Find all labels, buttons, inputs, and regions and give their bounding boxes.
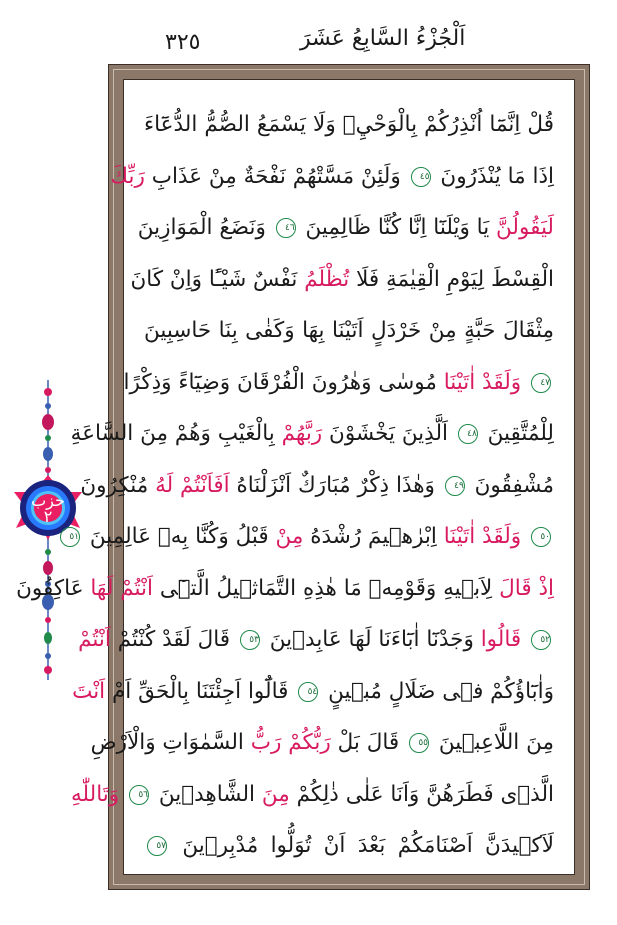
verse-line — [69, 508, 554, 566]
verse-text: اَلَّذِينَ يَخْشَوْنَ — [329, 421, 448, 446]
highlighted-word: اِذْ قَالَ — [499, 575, 554, 601]
verse-line — [144, 302, 554, 360]
highlighted-word: رَبَّهُمْ — [281, 421, 323, 446]
verse-text: قَالَ لَقَدْ كُنْتُمْ — [117, 627, 231, 652]
highlighted-word: اَنْتُمْ — [78, 627, 111, 652]
verse-line — [90, 714, 554, 772]
verse-text: وَجَدْنَٓا اٰبَٓاءَنَا لَهَا عَابِدٖينَ — [269, 627, 474, 652]
verse-line — [78, 611, 554, 669]
verse-text: اِذَا مَا يُنْذَرُونَ — [440, 163, 554, 189]
verse-text: لَاَكٖيدَنَّ اَصْنَامَكُمْ بَعْدَ اَنْ تُوَلُّوا مُدْبِرٖينَ — [182, 833, 554, 858]
verse-text: وَاٰبَٓاؤُكُمْ فٖى ضَلَالٍ مُبٖينٍ — [328, 678, 554, 704]
highlighted-word: رَبِّكَ — [110, 163, 145, 189]
verse-text: وَنَضَعُ الْمَوَازِينَ — [137, 215, 266, 240]
verse-number-marker: ٤٩ — [445, 476, 465, 496]
verse-text: الشَّاهِدٖينَ — [158, 781, 255, 807]
highlighted-word: وَلَقَدْ اٰتَيْنَا — [443, 524, 522, 549]
verse-text: الَّذٖى فَطَرَهُنَّ وَاَنَا عَلٰى ذٰلِكُمْ — [296, 781, 554, 807]
verse-number-marker: ٥٤ — [298, 682, 318, 702]
verse-line — [137, 199, 554, 257]
verse-number-marker: ٤٥ — [411, 167, 431, 187]
verse-number-marker: ٥٥ — [409, 733, 429, 753]
verse-text: مُوسٰى وَهٰرُونَ الْفُرْقَانَ وَضِيَٓاءً وَذِكْرًا — [123, 369, 437, 395]
highlighted-word: رَبُّكُمْ رَبُّ — [250, 730, 331, 755]
verse-text: السَّمٰوَاتِ وَالْاَرْضِ — [90, 730, 244, 755]
verse-text: الْقِسْطَ لِيَوْمِ الْقِيٰمَةِ فَلَا — [356, 266, 554, 292]
verse-number-marker: ٤٦ — [276, 218, 296, 238]
verse-line — [110, 148, 554, 206]
verse-number-marker: ٥١ — [60, 527, 80, 547]
verse-text: نَفْسٌ شَيْـًٔا وَاِنْ كَانَ — [130, 266, 298, 292]
highlighted-word: وَلَقَدْ اٰتَيْنَا — [443, 369, 522, 395]
verse-line — [144, 817, 554, 875]
highlighted-word: مِنْ — [275, 524, 304, 549]
verse-number-marker: ٤٧ — [531, 373, 551, 393]
verse-text: مِنَ اللَّاعِبٖينَ — [438, 730, 554, 755]
verse-text: لِلْمُتَّقِينَ — [487, 421, 554, 446]
highlighted-word: قَالُوا — [480, 627, 522, 652]
highlighted-word: لَيَقُولُنَّ — [496, 215, 554, 240]
verse-number-marker: ٥٣ — [240, 630, 260, 650]
verse-line — [130, 251, 554, 309]
verse-line — [80, 457, 554, 515]
verse-text: قُلْ اِنَّمَٓا اُنْذِرُكُمْ بِالْوَحْيِۘ وَلَا يَسْمَعُ الصُّمُّ الدُّعَٓاءَ — [144, 112, 554, 137]
verse-text: مُشْفِقُونَ — [474, 472, 554, 498]
verse-text: بِالْغَيْبِ وَهُمْ مِنَ السَّاعَةِ — [70, 421, 275, 446]
highlighted-word: مِنَ — [261, 781, 290, 807]
verse-text: مُنْكِرُونَ — [80, 472, 149, 498]
page-number: ٣٢٥ — [165, 30, 201, 55]
verse-number-marker: ٥٠ — [531, 527, 551, 547]
highlighted-word: اَفَاَنْتُمْ لَهُ — [155, 472, 230, 498]
hizb-label: حزب — [31, 491, 65, 510]
page-header — [0, 20, 617, 60]
verse-text: قَالَ بَلْ — [337, 730, 400, 755]
verse-number-marker: ٤٨ — [458, 424, 478, 444]
highlighted-word: اَنْتُمْ لَهَا — [90, 575, 153, 601]
verse-text: وَهٰذَا ذِكْرٌ مُبَارَكٌ اَنْزَلْنَاهُ — [236, 472, 435, 498]
highlighted-word: وَتَاللّٰهِ — [71, 781, 120, 807]
verse-text: وَلَئِنْ مَسَّتْهُمْ نَفْحَةٌ مِنْ عَذَابِ — [151, 163, 401, 189]
verse-line — [144, 96, 554, 154]
verse-line — [16, 560, 554, 618]
verse-text: لِاَبٖيهِ وَقَوْمِهٖ مَا هٰذِهِ التَّمَاثٖيلُ الَّتٖٓى — [159, 575, 493, 601]
verse-number-marker: ٥٢ — [531, 630, 551, 650]
verse-text: اِبْرٰهٖيمَ رُشْدَهُ — [310, 524, 437, 549]
verse-text: عَاكِفُونَ — [16, 575, 84, 601]
verse-text: قَالُٓوا اَجِئْتَنَا بِالْحَقِّ اَمْ — [112, 678, 289, 704]
highlighted-word: اَنْتَ — [72, 678, 106, 704]
verse-line — [72, 663, 554, 721]
verse-line — [70, 405, 554, 463]
verse-text: قَبْلُ وَكُنَّا بِهٖ عَالِمِينَ — [89, 524, 269, 549]
verse-text: مِثْقَالَ حَبَّةٍ مِنْ خَرْدَلٍ اَتَيْنَا بِهَا وَكَفٰى بِنَا حَاسِبِينَ — [144, 318, 554, 343]
verse-line — [123, 354, 554, 412]
verse-number-marker: ٥٦ — [129, 785, 149, 805]
juz-title: اَلْجُزْءُ السَّابِعُ عَشَرَ — [300, 26, 466, 51]
highlighted-word: تُظْلَمُ — [304, 266, 350, 292]
verse-number-marker: ٥٧ — [147, 836, 167, 856]
hizb-number: ٢ — [43, 507, 53, 526]
verse-line — [71, 766, 554, 824]
verse-text: يَا وَيْلَنَٓا اِنَّا كُنَّا ظَالِمِينَ — [305, 215, 490, 240]
